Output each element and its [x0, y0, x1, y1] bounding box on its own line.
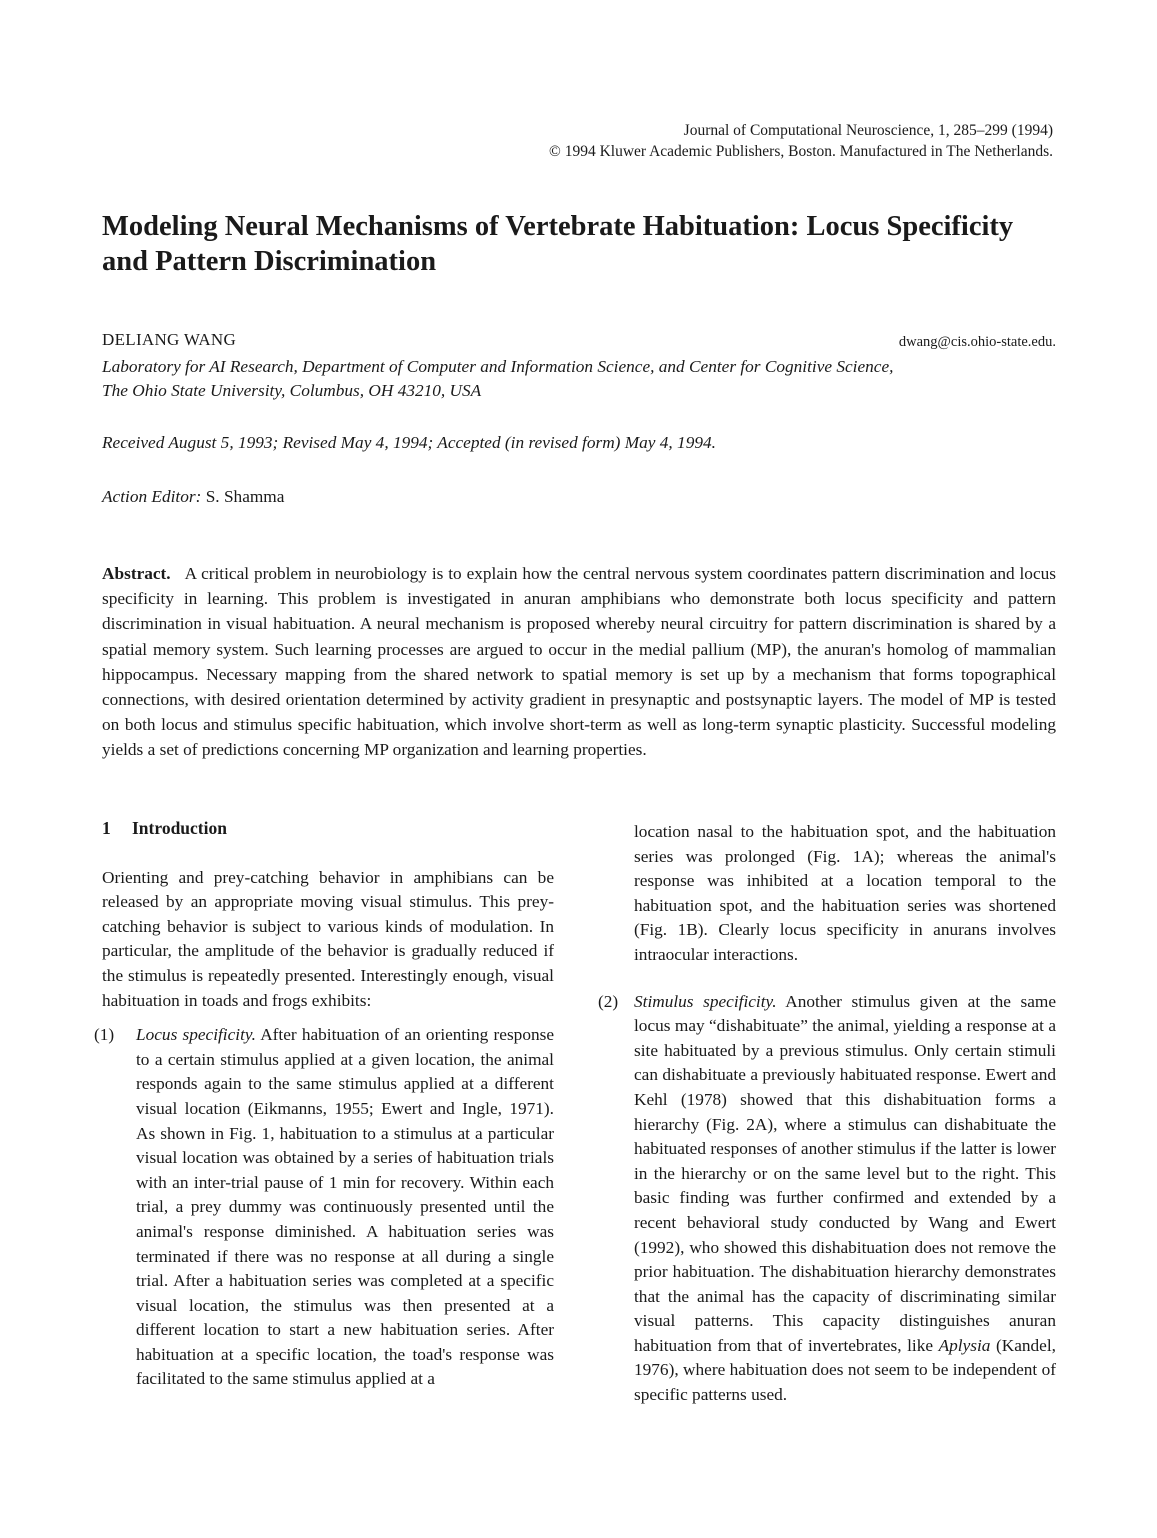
copyright-line: © 1994 Kluwer Academic Publishers, Boston. Manufactured in The Netherlands.	[549, 143, 1053, 160]
list-term: Stimulus specificity.	[634, 991, 777, 1011]
action-editor-name: S. Shamma	[205, 487, 285, 506]
list-marker: (2)	[598, 991, 619, 1011]
abstract-text: A critical problem in neurobiology is to explain how the central nervous system coordinates pattern discrimination and locus specificity in learning. This problem is investigated in anuran amphibians who demonstrate both locus specificity and pattern discrimination in visual habituation. A neural mechanism is proposed whereby neural circuitry for pattern discrimination is shared by a spatial memory system. Such learning processes are argued to occur in the medial pallium (MP), the anuran's homolog of mammalian hippocampus. Necessary mapping from the shared network to spatial memory is set up by a mechanism that forms topographical connections, with desired orientation determined by activity gradient in presynaptic and postsynaptic layers. The model of MP is tested on both locus and stimulus specific habituation, which involve short-term as well as long-term synaptic plasticity. Successful modeling yields a set of predictions concerning MP organization and learning properties.	[102, 564, 1056, 760]
intro-paragraph: Orienting and prey-catching behavior in amphibians can be released by an appropriate moving visual stimulus. This prey-catching behavior is subject to various kinds of modulation. In particular, the amplitude of the behavior is gradually reduced if the stimulus is repeatedly presented. Interestingly enough, visual habituation in toads and frogs exhibits:	[102, 867, 554, 1010]
section-heading	[102, 816, 554, 841]
action-editor	[102, 486, 702, 508]
aplysia-term: Aplysia	[938, 1335, 991, 1355]
journal-header	[353, 120, 1053, 162]
paper-title: Modeling Neural Mechanisms of Vertebrate Habituation: Locus Specificity and Pattern Discrimination	[102, 211, 1014, 277]
list-term: Locus specificity.	[136, 1025, 256, 1045]
author-name: DELIANG WANG	[102, 330, 237, 349]
affiliation-line-1: Laboratory for AI Research, Department of Computer and Information Science, and Center for Cognitive Science,	[102, 357, 894, 376]
action-editor-label: Action Editor:	[102, 487, 202, 506]
list-marker: (1)	[94, 1025, 115, 1045]
received-dates: Received August 5, 1993; Revised May 4, 1994; Accepted (in revised form) May 4, 1994.	[102, 433, 716, 452]
abstract-label: Abstract.	[102, 564, 171, 583]
section-number: 1	[102, 818, 111, 838]
author-affiliation	[102, 355, 1062, 403]
list-item-continuation	[598, 820, 1056, 968]
list-text: After habituation of an orienting response to a certain stimulus applied at a given location, the animal responds again to the same stimulus applied at a different visual location (Eikmanns, 1955; Ewert and Ingle, 1971). As shown in Fig. 1, habituation to a stimulus at a particular visual location was obtained by a series of habituation trials with an inter-trial pause of 1 min for recovery. Within each trial, a prey dummy was continuously presented until the animal's response diminished. A habituation series was terminated if there was no response at all during a single trial. After a habituation series was completed at a specific visual location, the stimulus was then presented at a different location to start a new habituation series. After habituation at a specific location, the toad's response was facilitated to the same stimulus applied at a	[136, 1025, 554, 1389]
list-item-stimulus-specificity	[598, 990, 1056, 1408]
section-title: Introduction	[132, 818, 227, 838]
list-text: Another stimulus given at the same locus may “dishabituate” the animal, yielding a response at a site habituated by a previous stimulus. Only certain stimuli can dishabituate a previously habituated response. Ewert and Kehl (1978) showed that this dishabituation forms a hierarchy (Fig. 2A), where a stimulus can dishabituate the habituated responses of another stimulus if the latter is lower in the hierarchy or on the same level but to the right. This basic finding was further confirmed and extended by a recent behavioral study conducted by Wang and Ewert (1992), who showed this dishabituation does not remove the prior habituation. The dishabituation hierarchy demonstrates that the animal has the capacity of discriminating similar visual patterns. This capacity distinguishes anuran habituation from that of invertebrates, like	[634, 991, 1057, 1355]
list-text-continued: location nasal to the habituation spot, and the habituation series was prolonged (Fig. 1A); whereas the animal's response was inhibited at a location temporal to the habituation spot, and the habituation series was shortened (Fig. 1B). Clearly locus specificity in anurans involves intraocular interactions.	[634, 822, 1056, 964]
author-email: dwang@cis.ohio-state.edu.	[898, 334, 1056, 350]
list-item-locus-specificity	[94, 1023, 554, 1392]
journal-citation: Journal of Computational Neuroscience, 1, 285–299 (1994)	[683, 122, 1053, 139]
abstract	[102, 561, 1056, 763]
left-column	[94, 816, 554, 1392]
list-text-end: (Kandel, 1976), where habituation does not seem to be independent of specific patterns used.	[634, 1335, 1056, 1405]
right-column	[598, 820, 1056, 1408]
affiliation-line-2: The Ohio State University, Columbus, OH 43210, USA	[102, 381, 482, 400]
